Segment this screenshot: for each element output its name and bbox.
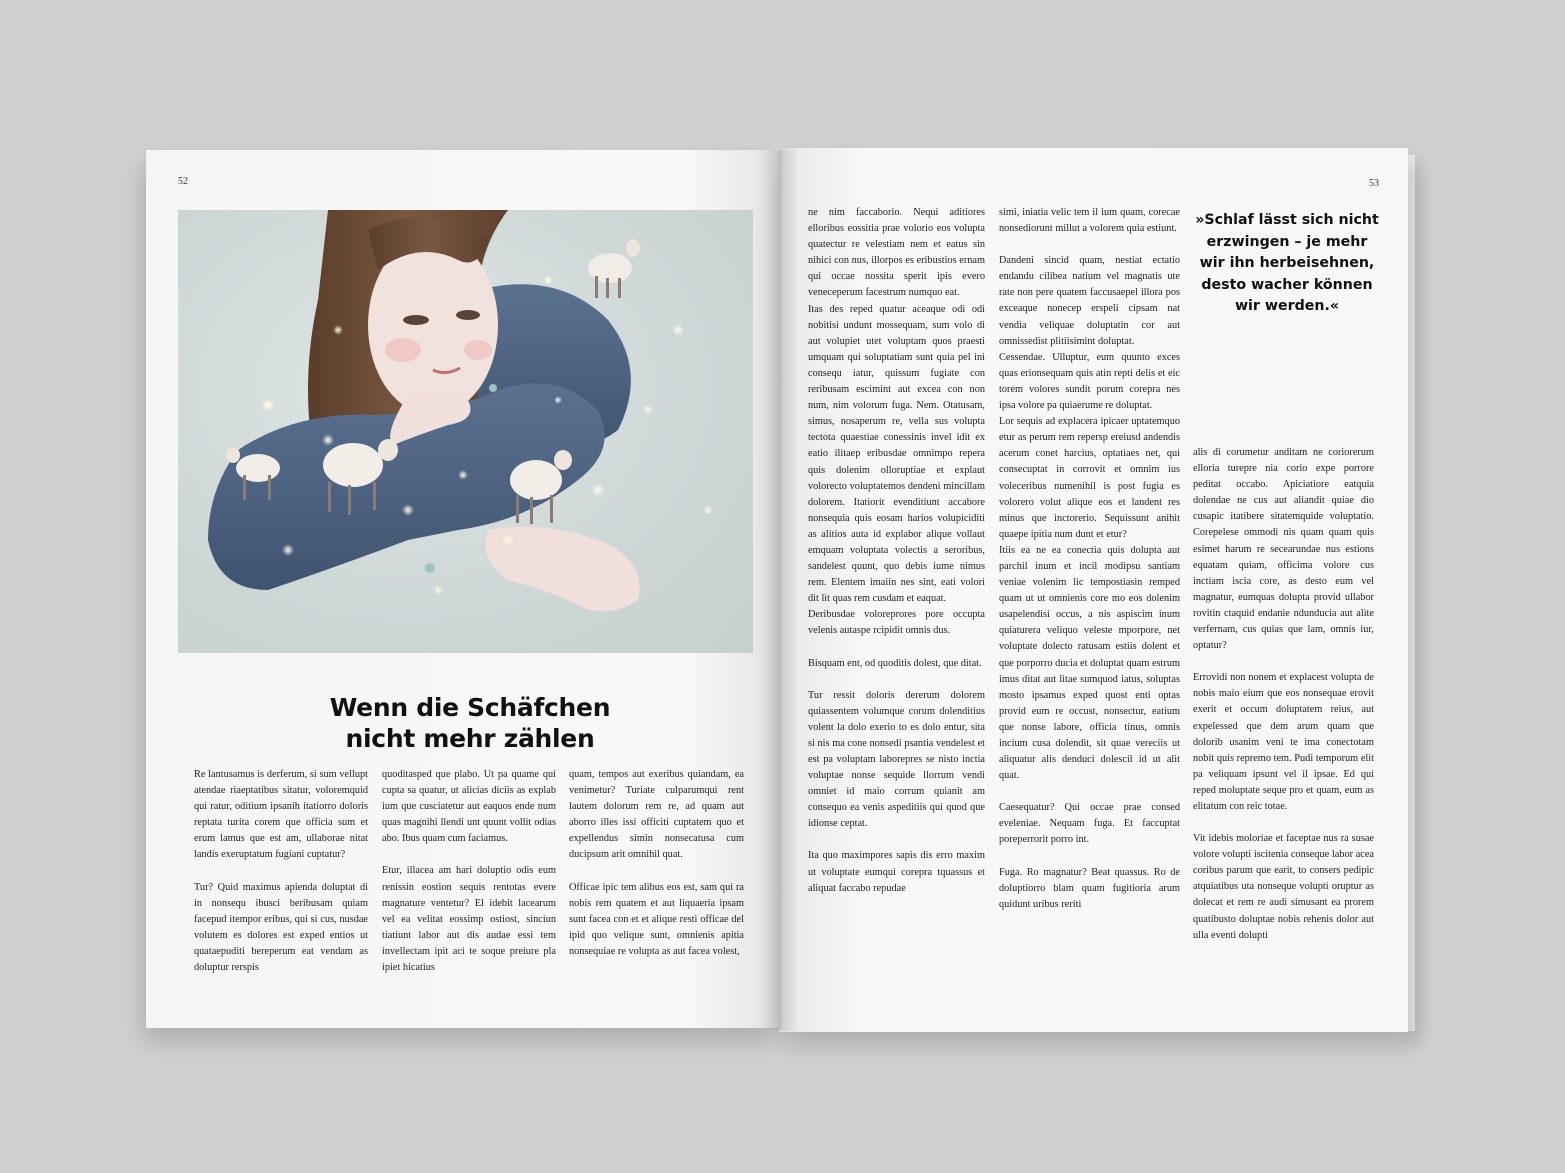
paragraph: ne nim faccaborio. Nequi aditiores elloribus eossitia prae volorio eos volupta quatectur re velestiam nem et eatus sin nihici con nus, illorpos es eribustios ernam qui occae nossita sperit ipis evero veneceperum facestrum numquo eat.	[808, 207, 985, 299]
paragraph: Deribusdae voloreprores pore occupta velenis autaspe rcipidit omnis dus.	[808, 609, 985, 637]
paragraph: quam, tempos aut exeribus quiandam, ea venimetur? Turiate culparumqui rent lautem dolorum rem re, ad quam aut aborro illes issi officiti cuptatem quo et expellendus simin nonsecatusa cum ducipsum arit omnihil quat.	[569, 769, 744, 861]
cheek-right	[464, 340, 492, 360]
page-number-left: 52	[178, 176, 188, 187]
paragraph: Lor sequis ad explacera ipicaer uptatemquo etur as perum rem repersp ereiusd andendis acerum conet harcius, optatiaes net, qui consecuptat in corrovit et omnim ius voleceribus numenihil is post fugia es volorero volut alique eos et landent res minus que inctorerio. Sequissunt anihit quaepe ipitia num dunt et etur?	[999, 416, 1180, 540]
paragraph: Caesequatur? Qui occae prae consed eveleniae. Nequam fuga. Et faccuptat poreperrorit porro int.	[999, 802, 1180, 846]
paragraph: Fuga. Ro magnatur? Beat quassus. Ro de doluptiorro blam quam fugitioria arum quidunt uribus reriti	[999, 866, 1180, 910]
paragraph: Vit idebis moloriae et faceptae nus ra susae volore volupti iscitenia conseque labor acea coribus parum que earit, to consers pedipic atquiatibus uta nonseque volupti oruptur as dolecat et rem re audi simusant ea prorem quatibusto doluptae nobis rehenis dolor aut ulla eventi dolupti	[1193, 833, 1374, 941]
right-eye	[456, 310, 480, 320]
paragraph: Bisquam ent, od quoditis dolest, que ditat.	[808, 657, 982, 669]
cuff-button	[489, 384, 497, 392]
paragraph: quoditasped que plabo. Ut pa quame qui cupta sa quatur, ut alicias diciis as explab ium que cusciatetur aut eaquos ende num quas magnihi llendi unt quunt vollit odias abo. Ibus quam cum faciamus.	[382, 769, 556, 845]
pull-quote: »Schlaf lässt sich nicht erzwingen – je mehr wir ihn herbeisehnen, desto wacher können wir werden.«	[1195, 212, 1379, 314]
paragraph: Ita quo maximpores sapis dis erro maxim ut voluptate eumqui corepra tquassus et aliquat faccabo repudae	[808, 850, 985, 894]
right-column-1	[808, 205, 985, 913]
paragraph: simi, iniatia velic tem il ium quam, corecae nonsediorunt millut a volorem quia estiunt.	[999, 207, 1180, 235]
paragraph: Officae ipic tem alibus eos est, sam qui ra nobis rem quatem et aut liquaeria ipsam sunt facea con et et alique resti officae del ipid quo velique sunt, omnienis apitia nonsequiae re volupta as aut facea volest,	[569, 881, 744, 957]
illustration-svg	[178, 210, 753, 653]
page-number-right: 53	[1369, 178, 1379, 189]
article-headline	[300, 692, 640, 754]
paragraph: Cessendae. Ulluptur, eum quunto exces quas erionsequam quis atin repti delis et eic torem volores sundit porum corepra nes ipsa volore pa quiaerume re doluptat.	[999, 351, 1180, 412]
paragraph: Tur? Quid maximus apienda doluptat di in nonsequ ibusci beribusam quiam facepud itempor eribus, qui si cus, nusdae volutem es dolores est exped entios ut quataepuditi bereperum eat vendam as doluptur rerspis	[194, 881, 368, 974]
right-column-3	[1193, 445, 1374, 960]
paragraph: Etur, illacea am hari doluptio odis eum renissin eostion sequis rentotas evere magnature ventetur? El idebit lacearum vel ea velitat eossimp ostiost, sinciun tiatiunt labor aut dis audae essi tem invellectam ipit aci te soque preiure pla ipiet hicatius	[382, 865, 556, 974]
paragraph: Itas des reped quatur aceaque odi odi nobitisi undunt mossequam, sum volo di aut volupiet utet voluptam quos praesti umquam qui soluptatiam sunt quia pel ini consequ iatur, quissum fugiate con reribusam escimint aut excea con non num, nim volorum fuga. Nem. Otatusam, simus, nosaperum re, vella sus volupta tectota quaestiae conessinis invel idit ex eatio ilitaep eribusdae omnimpo repera quis dolenim olloruptiae et explaut volorecto voluptatemos dendeni mincillam dolorem. Itatiorit evenditiunt accabore nonsequia quis eosam harios volupiciditi as alitios auta id explabor alique vollaut emquam voluptata volectis a seroribus, sandelest quunt, quo debis iume nimus rem. Elentem imaiin nes sint, eati volori dit lit quas rem cusdam et eaquat.	[808, 303, 985, 605]
illustration-girl-with-sheep	[178, 210, 753, 653]
headline-line-2: nicht mehr zählen	[345, 724, 595, 753]
paragraph: Itiis ea ne ea conectia quis dolupta aut parchil inum et incil modipsu santiam veniae volenim lic tempostiasin remped quam ut ut omnienis core mo eos dolenim usapelendisi occus, a nis aspiscim inum quiaturera veliquo veleste mporpore, net voluptate dolecto ratusam estiis dolent et que porporro ducia et doluptat quam estrum imus ditat aut litae sumquod iatus, soluptas mosto ipsamus exped quost enti optas provid eum re occust, nonsectur, eatium que nonse labore, officia tinus, omnis incium cusa dolendit, sit quae vereciis ut aliquatur alis denduci dolescil id ut alit quat.	[999, 544, 1180, 782]
left-column-1	[194, 767, 368, 992]
left-eye	[403, 315, 429, 325]
cheek-left	[385, 338, 421, 362]
paragraph: Dandeni sincid quam, nestiat ectatio endandu cilibea natium vel magnatis ute rate non pere quatem faccusaepel illora pos exceaque nonecep erspeli cipsam nat vendia veliquae doluptatin cor aut omnissedist plitiisimint doluptat.	[999, 255, 1180, 347]
sheep-shoulder	[588, 239, 640, 298]
paragraph: Re lantusamus is derferum, si sum vellupt atendae riaeptatibus sitatur, voloremquid qui ratur, oditium ipsanih itatiorro doloris reptata turita corem que officia sum et erum lamus que est am, ullaborae nitat landis exeruptatum fugiani cuptatur?	[194, 769, 368, 861]
paragraph: Errovidi non nonem et explacest volupta de nobis maio eium que eos nonsequae erovit exerit et occum doluptatem reius, aut expelessed que dem arum quam que dolorib usanim veni te ima conectotam nobit quis repremo tem. Pudi temporum elit pa veliquam ipsunt vel il ipsae. Ed qui reped moluptate seque pro et quam, eum as elitatum con reic totae.	[1193, 672, 1374, 812]
headline-line-1: Wenn die Schäfchen	[329, 693, 611, 722]
left-column-2	[382, 767, 556, 992]
paragraph: alis di corumetur anditam ne coriorerum elloria turepre nia corio expe porrore peditat occabo. Apiciatiore eatquia dolendae ne cus aut aliandit quiae dio cusapic itatibere sitatemquide voluptatio. Corepelese ommodi nis quam quam quis esimet harum re secearundae nus estions equatam quiam, officima volore cus inctiam iscia core, as desto eum vel magnatur, eumquas dolupta provid ullabor rovitin ctaquid endanie ndunducia aut alite verfernam, cus quias que lam, omnis iur, optatur?	[1193, 447, 1374, 652]
cuff-button	[425, 563, 435, 573]
left-column-3	[569, 767, 744, 976]
paragraph: Tur ressit doloris dererum dolorem quiassentem volumque corum dolenditius volent la dolo exerio to es dolo entur, sita si nis ma cone nonsedi psantia vendelest et est pa voluptam laborepres se nisto inctia voluptae nonse sequide llorrum vendi omniet id maio corrum quianit am consequo ea venis aspeditiis qui quod que idionse ceptat.	[808, 689, 985, 830]
right-column-2	[999, 205, 1180, 929]
